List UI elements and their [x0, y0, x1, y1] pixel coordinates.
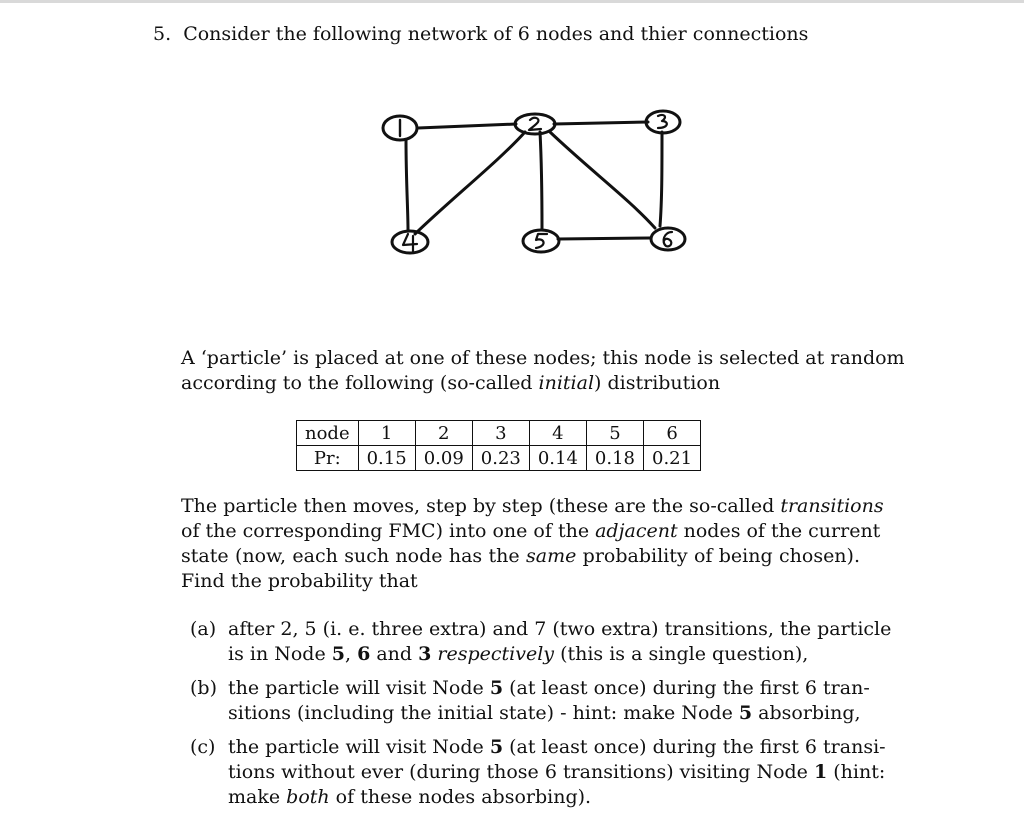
node-2: [515, 114, 555, 134]
bold: 3: [418, 643, 432, 665]
intro-line-2: [181, 371, 720, 396]
item-a-line-1: after 2, 5 (i. e. three extra) and 7 (two extra) transitions, the particle: [228, 618, 892, 640]
node-5: [523, 230, 559, 252]
intro-line-1: A ‘particle’ is placed at one of these nodes; this node is selected at random: [181, 347, 905, 369]
edge-5-6: [558, 238, 650, 239]
body-line-2: [181, 519, 881, 544]
text: probability of being chosen).: [576, 545, 860, 567]
bold: 5: [331, 643, 345, 665]
node-cell: 6: [644, 421, 701, 446]
bold: 6: [357, 643, 371, 665]
node-cell: 1: [358, 421, 415, 446]
table-row: [297, 446, 701, 471]
item-b-line-1: [228, 676, 870, 701]
item-b-label: (b): [190, 677, 217, 699]
top-border: [0, 0, 1024, 3]
text: (at least once) during the first 6 transi-: [503, 736, 886, 758]
text: tions without ever (during those 6 transitions) visiting Node: [228, 761, 814, 783]
text: and: [370, 643, 419, 665]
item-a-label: (a): [190, 618, 217, 640]
edge-3-6: [660, 132, 662, 226]
bold: 1: [813, 761, 828, 783]
edge-1-4: [406, 140, 408, 230]
edge-2-6: [550, 132, 655, 228]
item-c-label: (c): [190, 736, 216, 758]
emphasis: adjacent: [595, 520, 678, 542]
edge-2-3: [554, 122, 648, 124]
initial-distribution-table: [296, 420, 701, 471]
body-line-1: [181, 494, 884, 519]
text: state (now, each such node has the: [181, 545, 526, 567]
text: ) distribution: [594, 372, 721, 394]
table-row: [297, 421, 701, 446]
text: of the corresponding FMC) into one of the: [181, 520, 596, 542]
edge-1-2: [418, 124, 516, 128]
question-heading: [153, 22, 808, 47]
text: sitions (including the initial state) - hint: make Node: [228, 702, 739, 724]
node-6: [651, 228, 685, 250]
row-label: Pr:: [297, 446, 359, 471]
network-graph: [370, 100, 690, 265]
emphasis: respectively: [437, 643, 555, 665]
text: (hint:: [827, 761, 886, 783]
prob-cell: 0.18: [586, 446, 643, 471]
text: nodes of the current: [677, 520, 881, 542]
emphasis: transitions: [780, 495, 884, 517]
bold: 5: [489, 736, 504, 758]
question-title: Consider the following network of 6 nodes and thier connections: [183, 23, 809, 45]
edge-2-4: [415, 132, 525, 234]
node-1: [383, 116, 417, 140]
emphasis: initial: [538, 372, 595, 394]
prob-cell: 0.09: [415, 446, 472, 471]
text: of these nodes absorbing).: [329, 786, 592, 808]
item-b-line-2: [228, 701, 861, 726]
node-cell: 3: [472, 421, 529, 446]
body-line-3: [181, 544, 860, 569]
item-c-line-3: [228, 785, 591, 810]
header-label: node: [297, 421, 359, 446]
question-number: 5.: [153, 23, 172, 45]
text: absorbing,: [752, 702, 861, 724]
text: is in Node: [228, 643, 332, 665]
item-c-line-1: [228, 735, 886, 760]
text: ,: [344, 643, 358, 665]
prob-cell: 0.23: [472, 446, 529, 471]
emphasis: same: [525, 545, 577, 567]
item-a-line-2: [228, 642, 808, 667]
bold: 5: [738, 702, 753, 724]
text: (at least once) during the first 6 tran-: [503, 677, 870, 699]
node-3: [646, 111, 680, 133]
text: according to the following (so-called: [181, 372, 539, 394]
text: the particle will visit Node: [228, 736, 490, 758]
node-cell: 2: [415, 421, 472, 446]
prob-cell: 0.21: [644, 446, 701, 471]
text: make: [228, 786, 287, 808]
bold: 5: [489, 677, 504, 699]
text: the particle will visit Node: [228, 677, 490, 699]
body-line-4: Find the probability that: [181, 570, 418, 592]
emphasis: both: [286, 786, 330, 808]
text: The particle then moves, step by step (these are the so-called: [181, 495, 781, 517]
prob-cell: 0.15: [358, 446, 415, 471]
node-cell: 4: [529, 421, 586, 446]
item-c-line-2: [228, 760, 886, 785]
text: (this is a single question),: [554, 643, 809, 665]
prob-cell: 0.14: [529, 446, 586, 471]
node-4: [392, 231, 428, 253]
node-cell: 5: [586, 421, 643, 446]
edge-2-5: [540, 132, 542, 230]
